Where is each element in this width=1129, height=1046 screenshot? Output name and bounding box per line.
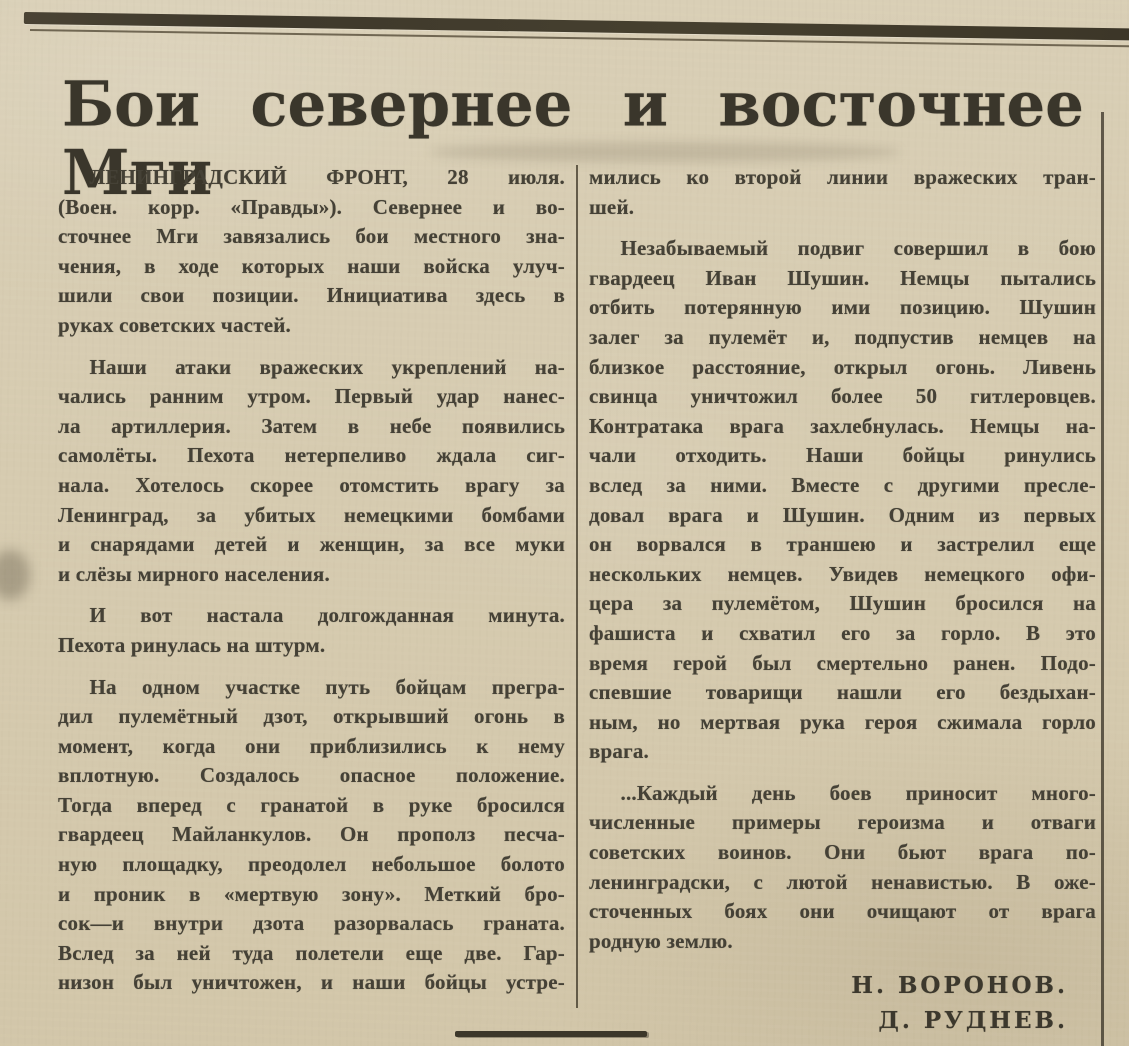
text-line: и снарядами детей и женщин, за все муки xyxy=(58,532,565,557)
text-line: и проник в «мертвую зону». Меткий бро- xyxy=(58,881,565,906)
text-line: свинца уничтожил более 50 гитлеровцев. xyxy=(589,384,1096,409)
text-line: ЛЕНИНГРАДСКИЙ ФРОНТ, 28 июля. xyxy=(89,165,565,189)
text-line: фашиста и схватил его за горло. В это xyxy=(589,620,1096,645)
paragraph xyxy=(589,779,1096,957)
bottom-rule xyxy=(455,1031,647,1037)
ink-smudge xyxy=(0,550,30,600)
right-edge-rule xyxy=(1101,112,1104,1046)
text-line: самолёты. Пехота нетерпеливо ждала сиг- xyxy=(58,443,565,468)
paragraph xyxy=(589,163,1096,222)
text-line: ную площадку, преодолел небольшое болото xyxy=(58,852,565,877)
text-line: он ворвался в траншею и застрелил еще xyxy=(589,532,1096,557)
text-line: врага. xyxy=(589,739,650,764)
text-line: сок—и внутри дзота разорвалась граната. xyxy=(58,911,565,936)
text-line: ...Каждый день боев приносит много- xyxy=(620,780,1096,805)
text-line: спевшие товарищи нашли его бездыхан- xyxy=(589,680,1096,705)
text-line: довал врага и Шушин. Одним из первых xyxy=(589,502,1096,527)
text-line: Незабываемый подвиг совершил в бою xyxy=(620,236,1096,261)
left-column xyxy=(58,163,565,1010)
text-line: нескольких немцев. Увидев немецкого офи- xyxy=(589,561,1096,586)
text-line: Пехота ринулась на штурм. xyxy=(58,632,326,657)
text-line: гвардеец Майланкулов. Он прополз песча- xyxy=(58,822,565,847)
text-line: И вот настала долгожданная минута. xyxy=(89,603,565,628)
text-line: близкое расстояние, открыл огонь. Ливень xyxy=(589,354,1096,379)
text-line: отбить потерянную ими позицию. Шушин xyxy=(589,295,1096,320)
text-line: советских воинов. Они бьют врага по- xyxy=(589,840,1096,865)
text-line: руках советских частей. xyxy=(58,312,291,337)
text-line: шили свои позиции. Инициатива здесь в xyxy=(58,283,565,308)
text-line: мились ко второй линии вражеских тран- xyxy=(589,165,1096,189)
text-line: ленинградски, с лютой ненавистью. В оже- xyxy=(589,869,1096,894)
text-line: дил пулемётный дзот, открывший огонь в xyxy=(58,704,565,729)
text-line: Вслед за ней туда полетели еще две. Гар- xyxy=(58,940,565,965)
signatures xyxy=(589,968,1096,1038)
text-line: (Воен. корр. «Правды»). Севернее и во- xyxy=(58,194,565,219)
text-line: сточенных боях они очищают от врага xyxy=(589,899,1096,924)
paragraph xyxy=(58,163,565,341)
text-line: и слёзы мирного населения. xyxy=(58,561,330,586)
text-line: время герой был смертельно ранен. Подо- xyxy=(589,650,1096,675)
text-line: нала. Хотелось скорее отомстить врагу за xyxy=(58,472,565,497)
text-line: залег за пулемёт и, подпустив немцев на xyxy=(589,324,1096,349)
text-line: гвардеец Иван Шушин. Немцы пытались xyxy=(589,265,1096,290)
column-divider xyxy=(576,165,578,1008)
signature-name: Д. РУДНЕВ. xyxy=(878,1007,1068,1035)
text-line: чались ранним утром. Первый удар нанес- xyxy=(58,384,565,409)
text-line: Контратака врага захлебнулась. Немцы на- xyxy=(589,413,1096,438)
text-line: ла артиллерия. Затем в небе появились xyxy=(58,413,565,438)
text-line: цера за пулемётом, Шушин бросился на xyxy=(589,591,1096,616)
signature-name: Н. ВОРОНОВ. xyxy=(851,972,1068,1000)
text-line: Ленинград, за убитых немецкими бомбами xyxy=(58,502,565,527)
text-line: низон был уничтожен, и наши бойцы устре- xyxy=(58,970,565,995)
text-line: родную землю. xyxy=(589,928,733,953)
text-line: На одном участке путь бойцам прегра- xyxy=(89,674,565,699)
text-line: вплотную. Создалось опасное положение. xyxy=(58,763,565,788)
text-line: ным, но мертвая рука героя сжимала горло xyxy=(589,709,1096,734)
paragraph xyxy=(58,673,565,999)
text-line: сточнее Мги завязались бои местного зна- xyxy=(58,224,565,249)
text-line: чали отходить. Наши бойцы ринулись xyxy=(589,443,1096,468)
right-column xyxy=(589,163,1096,1038)
paragraph xyxy=(589,234,1096,767)
article-title: Бои севернее и восточнее Мги xyxy=(62,68,1084,210)
text-line: вслед за ними. Вместе с другими пресле- xyxy=(589,472,1096,497)
text-line: Наши атаки вражеских укреплений на- xyxy=(89,354,565,379)
text-line: чения, в ходе которых наши войска улуч- xyxy=(58,253,565,278)
text-line: шей. xyxy=(589,194,635,219)
text-line: Тогда вперед с гранатой в руке бросился xyxy=(58,792,565,817)
text-line: момент, когда они приблизились к нему xyxy=(58,733,565,758)
paragraph xyxy=(58,601,565,660)
text-line: численные примеры героизма и отваги xyxy=(589,810,1096,835)
paragraph xyxy=(58,353,565,590)
